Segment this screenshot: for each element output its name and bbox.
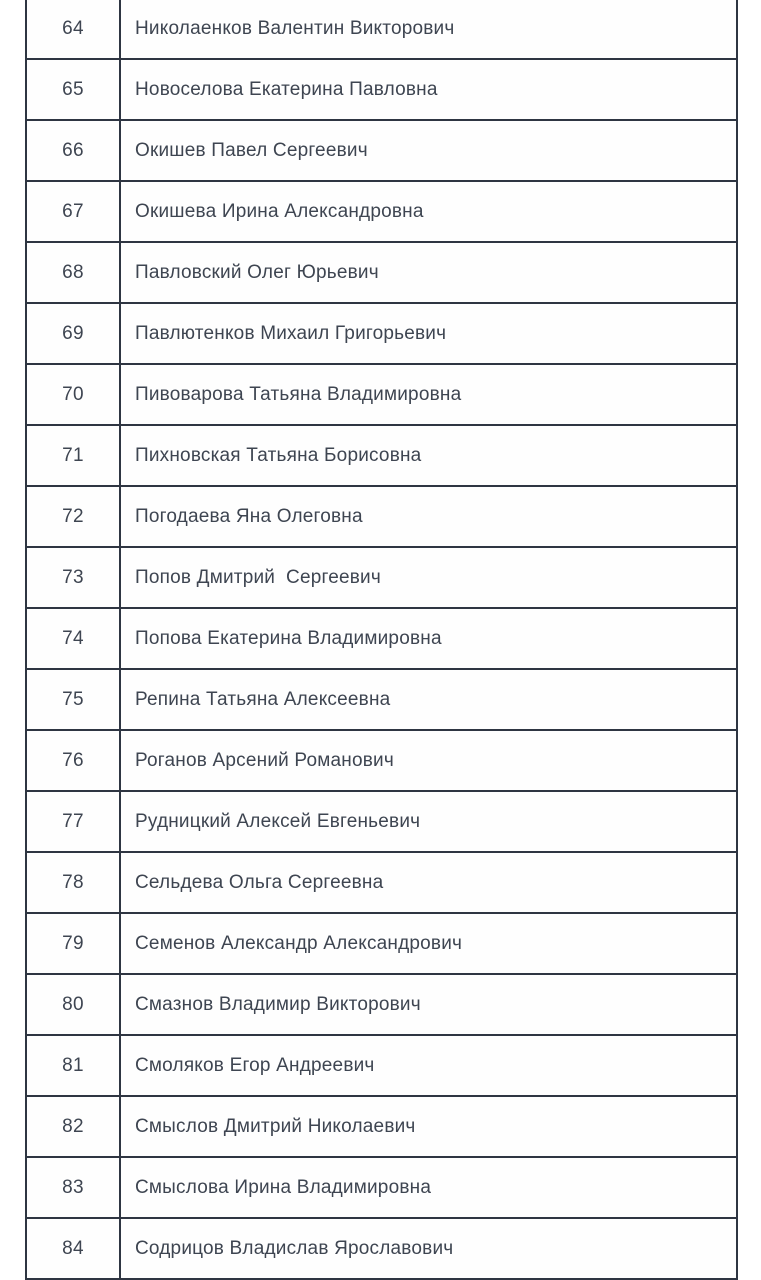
person-name-cell: Сельдева Ольга Сергеевна bbox=[135, 871, 384, 893]
person-name-cell: Павловский Олег Юрьевич bbox=[135, 261, 379, 283]
table-row bbox=[27, 914, 736, 975]
row-number-cell: 84 bbox=[27, 1219, 121, 1278]
table-row bbox=[27, 365, 736, 426]
row-number-cell: 75 bbox=[27, 670, 121, 729]
person-name-cell: Смыслова Ирина Владимировна bbox=[135, 1176, 432, 1198]
table-row bbox=[27, 243, 736, 304]
row-number-cell: 78 bbox=[27, 853, 121, 912]
person-name-cell: Рудницкий Алексей Евгеньевич bbox=[135, 810, 421, 832]
person-name-cell: Павлютенков Михаил Григорьевич bbox=[135, 322, 447, 344]
person-name-cell: Попова Екатерина Владимировна bbox=[135, 627, 442, 649]
person-name-cell: Попов Дмитрий Сергеевич bbox=[135, 566, 381, 588]
row-number-cell: 81 bbox=[27, 1036, 121, 1095]
person-name-cell: Смыслов Дмитрий Николаевич bbox=[135, 1115, 416, 1137]
person-name-cell: Смоляков Егор Андреевич bbox=[135, 1054, 375, 1076]
person-name-cell: Погодаева Яна Олеговна bbox=[135, 505, 363, 527]
table-row bbox=[27, 975, 736, 1036]
row-number-cell: 83 bbox=[27, 1158, 121, 1217]
participants-table bbox=[25, 0, 738, 1280]
row-number-cell: 68 bbox=[27, 243, 121, 302]
table-row bbox=[27, 792, 736, 853]
table-row bbox=[27, 182, 736, 243]
row-number-cell: 69 bbox=[27, 304, 121, 363]
row-number-cell: 79 bbox=[27, 914, 121, 973]
table-row bbox=[27, 426, 736, 487]
person-name-cell: Окишев Павел Сергеевич bbox=[135, 139, 368, 161]
row-number-cell: 76 bbox=[27, 731, 121, 790]
table-row bbox=[27, 1158, 736, 1219]
row-number-cell: 71 bbox=[27, 426, 121, 485]
row-number-cell: 74 bbox=[27, 609, 121, 668]
row-number-cell: 77 bbox=[27, 792, 121, 851]
person-name-cell: Роганов Арсений Романович bbox=[135, 749, 394, 771]
person-name-cell: Новоселова Екатерина Павловна bbox=[135, 78, 438, 100]
row-number-cell: 73 bbox=[27, 548, 121, 607]
table-row bbox=[27, 304, 736, 365]
row-number-cell: 82 bbox=[27, 1097, 121, 1156]
table-row bbox=[27, 853, 736, 914]
person-name-cell: Смазнов Владимир Викторович bbox=[135, 993, 421, 1015]
row-number-cell: 72 bbox=[27, 487, 121, 546]
row-number-cell: 67 bbox=[27, 182, 121, 241]
person-name-cell: Пихновская Татьяна Борисовна bbox=[135, 444, 422, 466]
person-name-cell: Семенов Александр Александрович bbox=[135, 932, 463, 954]
row-number-cell: 65 bbox=[27, 60, 121, 119]
person-name-cell: Содрицов Владислав Ярославович bbox=[135, 1237, 454, 1259]
table-row bbox=[27, 1036, 736, 1097]
row-number-cell: 80 bbox=[27, 975, 121, 1034]
table-row bbox=[27, 121, 736, 182]
table-row bbox=[27, 1219, 736, 1280]
table-row bbox=[27, 60, 736, 121]
table-row bbox=[27, 487, 736, 548]
person-name-cell: Репина Татьяна Алексеевна bbox=[135, 688, 391, 710]
table-row bbox=[27, 670, 736, 731]
person-name-cell: Николаенков Валентин Викторович bbox=[135, 17, 455, 39]
person-name-cell: Пивоварова Татьяна Владимировна bbox=[135, 383, 462, 405]
table-row bbox=[27, 0, 736, 60]
row-number-cell: 70 bbox=[27, 365, 121, 424]
table-row bbox=[27, 1097, 736, 1158]
table-row bbox=[27, 609, 736, 670]
person-name-cell: Окишева Ирина Александровна bbox=[135, 200, 424, 222]
row-number-cell: 66 bbox=[27, 121, 121, 180]
table-row bbox=[27, 548, 736, 609]
row-number-cell: 64 bbox=[27, 0, 121, 58]
table-row bbox=[27, 731, 736, 792]
